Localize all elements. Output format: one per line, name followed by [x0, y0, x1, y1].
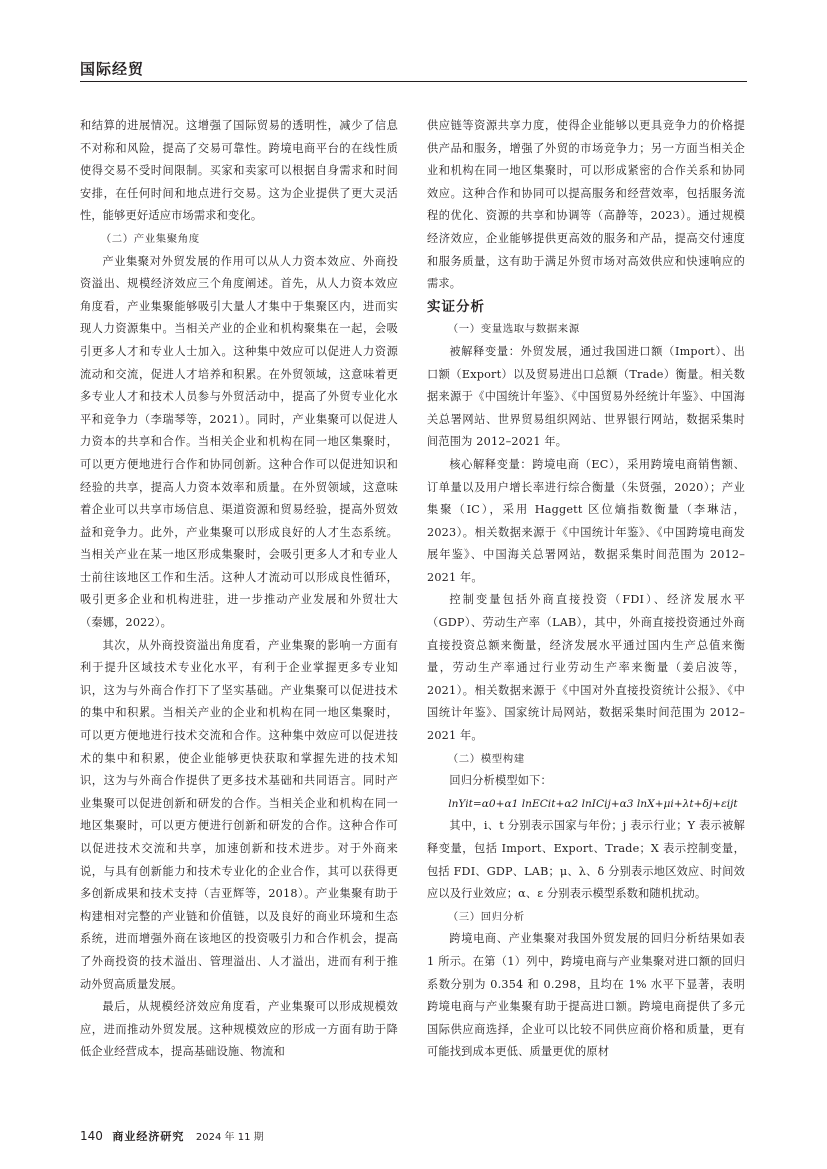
left-column — [80, 115, 398, 1064]
paragraph: 最后，从规模经济效应角度看，产业集聚可以形成规模效应，进而推动外贸发展。这种规模效应的形成一方面有助于降低企业经营成本，提高基础设施、物流和 — [80, 1000, 398, 1059]
paragraph: 核心解释变量：跨境电商（EC），采用跨境电商销售额、订单量以及用户增长率进行综合衡量（朱贤强，2020）；产业集聚（IC），采用 Haggett 区位熵指数衡量（李琳洁，2023）。相关数据来源于《中国统计年鉴》、《中国跨境电商发展年鉴》、中国海关总署网站，数据采集时间范围为 2012–2021 年。 — [427, 457, 745, 584]
paragraph: 供应链等资源共享力度，使得企业能够以更具竞争力的价格提供产品和服务，增强了外贸的市场竞争力；另一方面当相关企业和机构在同一地区集聚时，可以形成紧密的合作关系和协同效应。这种合作和协同可以提高服务和经营效率，包括服务流程的优化、资源的共享和协调等（高静等，2023）。通过规模经济效应，企业能够提供更高效的服务和产品，提高交付速度和服务质量，这有助于满足外贸市场对高效供应和快速响应的需求。 — [427, 119, 745, 291]
header-divider — [80, 81, 747, 82]
subheading: （二）模型构建 — [447, 752, 525, 765]
section-header-title: 国际经贸 — [80, 60, 145, 78]
paragraph: 产业集聚对外贸发展的作用可以从人力资本效应、外商投资溢出、规模经济效应三个角度阐述。首先，从人力资本效应角度看，产业集聚能够吸引大量人才集中于集聚区内，进而实现人力资源集中。当相关产业的企业和机构聚集在一起，会吸引更多人才和专业人士加入。这种集中效应可以促进人力资源流动和交流，促进人才培养和积累。在外贸领域，这意味着更多专业人才和技术人员参与外贸活动中，提高了外贸专业化水平和竞争力（李瑞琴等，2021）。同时，产业集聚可以促进人力资本的共享和合作。当相关企业和机构在同一地区集聚时，可以更方便地进行合作和协同创新。这种合作可以促进知识和经验的共享，提高人力资本效率和质量。在外贸领域，这意味着企业可以共享市场信息、渠道资源和贸易经验，提高外贸效益和竞争力。此外，产业集聚可以形成良好的人才生态系统。当相关产业在某一地区形成集聚时，会吸引更多人才和专业人士前往该地区工作和生活。这种人才流动可以形成良性循环，吸引更多企业和机构进驻，进一步推动产业发展和外贸壮大（秦娜，2022）。 — [80, 254, 398, 630]
paragraph: 和结算的进展情况。这增强了国际贸易的透明性，减少了信息不对称和风险，提高了交易可靠性。跨境电商平台的在线性质使得交易不受时间限制。买家和卖家可以根据自身需求和时间安排，在任何时间和地点进行交易。这为企业提供了更大灵活性，能够更好适应市场需求和变化。 — [80, 119, 398, 223]
paragraph: 控制变量包括外商直接投资（FDI）、经济发展水平（GDP）、劳动生产率（LAB），其中，外商直接投资通过外商直接投资总额来衡量，经济发展水平通过国内生产总值来衡量，劳动生产率通过行业劳动生产率来衡量（姜启波等，2021）。相关数据来源于《中国对外直接投资统计公报》、《中国统计年鉴》、国家统计局网站，数据采集时间范围为 2012–2021 年。 — [427, 593, 745, 743]
right-column — [427, 115, 745, 1064]
journal-name: 商业经济研究 — [112, 1130, 185, 1143]
journal-issue: 2024 年 11 期 — [195, 1132, 264, 1143]
section-heading: 实证分析 — [427, 298, 485, 315]
regression-formula: lnYit=α0+α1 lnECit+α2 lnICij+α3 lnX+μi+λt+δj+εijt — [448, 797, 738, 810]
page-number: 140 — [80, 1129, 103, 1143]
paragraph: 跨境电商、产业集聚对我国外贸发展的回归分析结果如表 1 所示。在第（1）列中，跨境电商与产业集聚对进口额的回归系数分别为 0.354 和 0.298，且均在 1% 水平下显著，表明跨境电商与产业集聚有助于提高进口额。跨境电商提供了多元国际供应商选择，企业可以比较不同供应商价格和质量，更有可能找到成本更低、质量更优的原材 — [427, 932, 745, 1059]
page-footer — [80, 1128, 264, 1144]
paragraph: 其次，从外商投资溢出角度看，产业集聚的影响一方面有利于提升区域技术专业化水平，有利于企业掌握更多专业知识，这为与外商合作打下了坚实基础。产业集聚可以促进技术的集中和积累。当相关产业的企业和机构在同一地区集聚时，可以更方便地进行技术交流和合作。这种集中效应可以促进技术的集中和积累，使企业能够更快获取和掌握先进的技术知识，这为与外商合作提供了更多技术基础和共同语言。同时产业集聚可以促进创新和研发的合作。当相关企业和机构在同一地区集聚时，可以更方便进行创新和研发的合作。这种合作可以促进技术交流和共享，加速创新和技术进步。对于外商来说，与具有创新能力和技术专业化的企业合作，其可以获得更多创新成果和技术支持（吉亚辉等，2018）。产业集聚有助于构建相对完整的产业链和价值链，以及良好的商业环境和生态系统，进而增强外商在该地区的投资吸引力和合作机会，提高了外商投资的技术溢出、管理溢出、人才溢出，进而有利于推动外贸高质量发展。 — [80, 638, 398, 991]
paragraph: 其中，i、t 分别表示国家与年份；j 表示行业；Y 表示被解释变量，包括 Import、Export、Trade；X 表示控制变量，包括 FDI、GDP、LAB；μ、λ、δ 分别表示地区效应、时间效应以及行业效应；α、ε 分别表示模型系数和随机扰动。 — [427, 819, 745, 901]
subheading: （三）回归分析 — [447, 910, 525, 923]
paragraph: 被解释变量：外贸发展，通过我国进口额（Import）、出口额（Export）以及贸易进出口总额（Trade）衡量。相关数据来源于《中国统计年鉴》、《中国贸易外经统计年鉴》、中国海关总署网站、世界贸易组织网站、世界银行网站，数据采集时间范围为 2012–2021 年。 — [427, 344, 745, 449]
subheading: （二）产业集聚角度 — [100, 232, 200, 245]
subheading: （一）变量选取与数据来源 — [447, 323, 580, 336]
paragraph: 回归分析模型如下： — [449, 774, 552, 788]
